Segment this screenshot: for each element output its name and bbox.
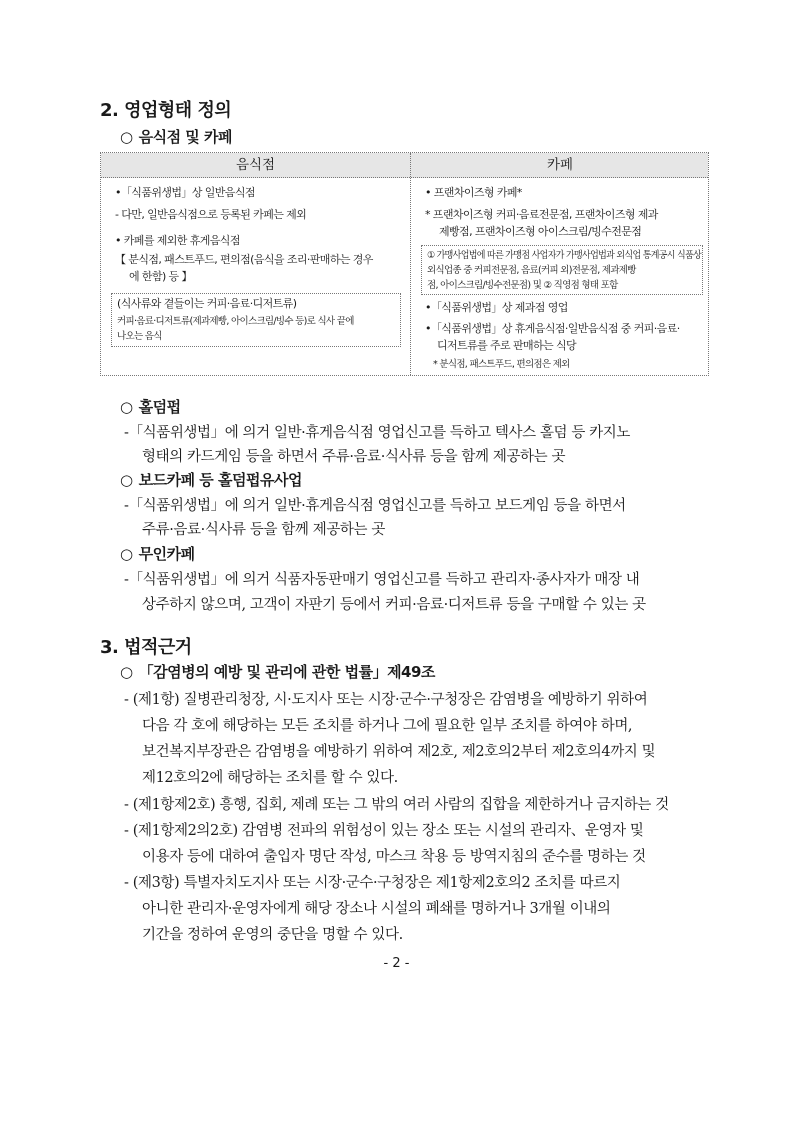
section3-sub-law: ○ 「감염병의 예방 및 관리에 관한 법률」제49조: [120, 663, 435, 681]
board-line-1: -「식품위생법」에 의거 일반·휴게음식점 영업신고를 득하고 보드게임 등을 하면서: [124, 498, 626, 514]
right-line-4: •「식품위생법」상 제과점 영업: [425, 301, 568, 314]
sub4-label: 무인카페: [138, 545, 195, 563]
sub3-label: 보드카페 등 홀덤펍유사업: [138, 471, 302, 489]
header-restaurant: 음식점: [235, 157, 276, 173]
left-line-3: • 카페를 제외한 휴게음식점: [115, 234, 240, 247]
sub2-label: 홀덤펍: [138, 398, 181, 416]
law-p1-line-2: 다음 각 호에 해당하는 모든 조치를 하거나 그에 필요한 일부 조치를 하여야 하며,: [142, 718, 633, 734]
left-line-2: - 다만, 일반음식점으로 등록된 카페는 제외: [115, 208, 307, 221]
sub1-label: 음식점 및 카페: [138, 128, 232, 146]
law-p1-line-4: 제12호의2에 해당하는 조치를 할 수 있다.: [142, 770, 398, 786]
right-line-7: * 분식점, 패스트푸드, 편의점은 제외: [433, 359, 570, 370]
left-line-1: •「식품위생법」상 일반음식점: [115, 186, 255, 199]
law-p3-line-2: 이용자 등에 대하여 출입자 명단 작성, 마스크 착용 등 방역지침의 준수를 명하는 것: [142, 849, 646, 865]
right-box-line-3: 점, 아이스크림/빙수전문점) 및 ② 직영점 형태 포함: [427, 280, 618, 291]
law-label: 「감염병의 예방 및 관리에 관한 법률」제49조: [138, 663, 435, 681]
law-p4-line-2: 아니한 관리자·운영자에게 해당 장소나 시설의 폐쇄를 명하거나 3개월 이내의: [142, 901, 611, 917]
left-line-4: 【 분식점, 패스트푸드, 편의점(음식을 조리·판매하는 경우: [115, 253, 373, 266]
law-p2-line-1: - (제1항제2호) 흥행, 집회, 제례 또는 그 밖의 여러 사람의 집합을 제한하거나 금지하는 것: [124, 797, 669, 813]
section2-sub-unmanned-cafe: ○ 무인카페: [120, 545, 195, 563]
unmanned-line-1: -「식품위생법」에 의거 식품자동판매기 영업신고를 득하고 관리자·종사자가 매장 내: [124, 572, 640, 588]
right-box-line-2: 외식업종 중 커피전문점, 음료(커피 외)전문점, 제과제빵: [427, 265, 636, 276]
page-number: - 2 -: [383, 956, 410, 971]
section2-sub-restaurant-cafe: ○ 음식점 및 카페: [120, 128, 232, 146]
right-line-6: 디저트류를 주로 판매하는 식당: [437, 339, 577, 352]
section2-sub-board-cafe: ○ 보드카페 등 홀덤펍유사업: [120, 471, 302, 489]
right-line-5: •「식품위생법」상 휴게음식점·일반음식점 중 커피·음료·: [425, 322, 680, 335]
board-line-2: 주류·음료·식사류 등을 함께 제공하는 곳: [142, 522, 385, 538]
holdem-line-2: 형태의 카드게임 등을 하면서 주류·음료·식사류 등을 함께 제공하는 곳: [142, 449, 566, 465]
left-box-line-3: 나오는 음식: [117, 331, 162, 342]
right-line-3: 제빵점, 프랜차이즈형 아이스크림/빙수전문점: [439, 225, 642, 238]
law-p3-line-1: - (제1항제2의2호) 감염병 전파의 위험성이 있는 장소 또는 시설의 관리자、운영자 및: [124, 823, 644, 839]
right-line-1: • 프랜차이즈형 카페*: [425, 186, 522, 199]
law-p1-line-3: 보건복지부장관은 감염병을 예방하기 위하여 제2호, 제2호의2부터 제2호의4까지 및: [142, 744, 656, 760]
section2-heading: 2. 영업형태 정의: [100, 100, 232, 121]
holdem-line-1: -「식품위생법」에 의거 일반·휴게음식점 영업신고를 득하고 텍사스 홀덤 등 카지노: [124, 425, 631, 441]
law-p4-line-1: - (제3항) 특별자치도지사 또는 시장·군수·구청장은 제1항제2호의2 조치를 따르지: [124, 875, 621, 891]
left-line-5: 에 한함) 등 】: [129, 270, 192, 283]
unmanned-line-2: 상주하지 않으며, 고객이 자판기 등에서 커피·음료·디저트류 등을 구매할 수 있는 곳: [142, 597, 646, 613]
definition-table: [100, 152, 709, 376]
section3-heading: 3. 법적근거: [100, 637, 192, 658]
left-box-line-1: (식사류와 곁들이는 커피·음료·디저트류): [117, 297, 297, 310]
right-line-2: * 프랜차이즈형 커피·음료전문점, 프랜차이즈형 제과: [425, 208, 658, 221]
law-p4-line-3: 기간을 정하여 운영의 중단을 명할 수 있다.: [142, 927, 403, 943]
left-box-line-2: 커피·음료·디저트류(제과제빵, 아이스크림/빙수 등)로 식사 끝에: [117, 316, 354, 327]
column-divider: [410, 153, 411, 375]
right-box-line-1: ① 가맹사업법에 따른 가맹점 사업자가 가맹사업법과 외식업 통계공시 식품상: [427, 250, 702, 261]
law-p1-line-1: - (제1항) 질병관리청장, 시·도지사 또는 시장·군수·구청장은 감염병을 예방하기 위하여: [124, 692, 648, 708]
section2-sub-holdem-pub: ○ 홀덤펍: [120, 398, 181, 416]
header-cafe: 카페: [546, 157, 574, 173]
